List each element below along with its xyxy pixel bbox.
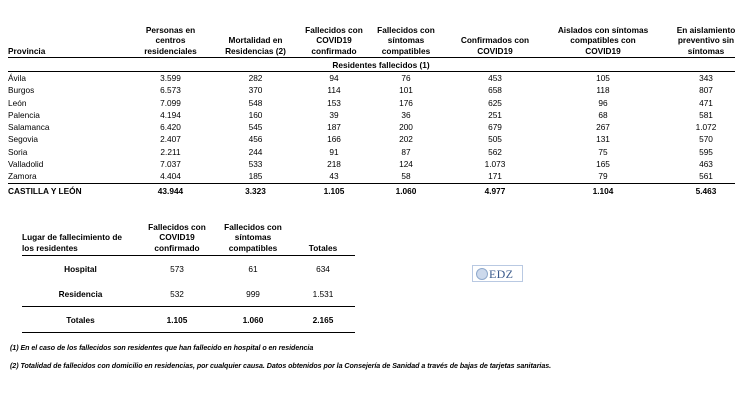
header-line: COVID19 — [477, 45, 513, 56]
cell-fallecidos-compatibles: 76 — [401, 73, 411, 83]
cell-total-preventivo: 5.463 — [658, 183, 735, 198]
cell-provincia: Ávila — [8, 73, 26, 83]
cell-total-confirmados: 4.977 — [442, 183, 548, 198]
place-of-death-header-row — [22, 213, 355, 256]
cell-aislados: 96 — [598, 97, 608, 108]
cell-mortalidad: 533 — [248, 159, 263, 170]
header-line: síntomas — [387, 35, 425, 45]
cell-mortalidad: 370 — [248, 85, 263, 96]
place-of-death-table — [22, 213, 355, 333]
provinces-table-head — [8, 10, 735, 72]
cell-preventivo: 581 — [699, 109, 713, 120]
header-line: Residencias (2) — [225, 45, 286, 56]
header-line: residenciales — [144, 45, 197, 56]
column-header-provincia — [8, 10, 128, 58]
cell-provincia: Soria — [8, 146, 28, 157]
circle-icon — [476, 268, 488, 280]
cell-totales: 1.531 — [312, 288, 334, 299]
cell-confirmados: 251 — [488, 109, 502, 120]
header-line: COVID19 — [159, 232, 195, 242]
header-line: Mortalidad en — [228, 35, 283, 45]
header-line: Totales — [308, 242, 338, 253]
cell-aislados: 131 — [596, 134, 610, 145]
cell-aislados: 105 — [596, 73, 610, 83]
cell-fallecidos-compatibles: 176 — [399, 97, 413, 108]
header-line: síntomas — [234, 232, 272, 242]
header-line: Confirmados con — [460, 35, 530, 45]
provinces-header-row — [8, 10, 735, 58]
header-line: confirmado — [311, 45, 357, 56]
table-row — [8, 121, 735, 133]
cell-aislados: 118 — [596, 85, 610, 96]
cell-fallecidos-compatibles: 200 — [399, 122, 413, 133]
header-line: síntomas — [687, 45, 725, 56]
cell-preventivo: 463 — [699, 159, 713, 170]
edz-logo-text: EDZ — [489, 266, 514, 281]
cell-preventivo: 343 — [699, 73, 713, 83]
cell-confirmados: 505 — [488, 134, 502, 145]
section-band-label: Residentes fallecidos (1) — [8, 58, 735, 72]
cell-provincia: Salamanca — [8, 122, 50, 133]
cell-personas: 6.573 — [160, 85, 181, 96]
cell-totales: 634 — [316, 263, 330, 274]
column-header-fallecidos-covid-confirmado — [139, 213, 215, 256]
cell-aislados: 267 — [596, 122, 610, 133]
header-line: Personas en — [145, 24, 196, 35]
cell-total-fallecidos-compatibles: 1.060 — [370, 183, 442, 198]
cell-confirmados: 679 — [488, 122, 502, 133]
cell-mortalidad: 545 — [248, 122, 263, 133]
table-row — [8, 72, 735, 85]
cell-mortalidad: 185 — [248, 171, 263, 182]
cell-personas: 4.194 — [160, 109, 181, 120]
column-header-fallecidos-sintomas-compatibles — [370, 10, 442, 58]
section-band-residentes-fallecidos — [8, 58, 735, 72]
cell-mortalidad: 160 — [248, 109, 263, 120]
header-line: Fallecidos con — [148, 221, 206, 232]
cell-provincia: Segovia — [8, 134, 38, 145]
edz-logo — [472, 265, 523, 282]
cell-fallecidos-compatibles: 36 — [401, 109, 411, 120]
cell-aislados: 68 — [598, 109, 608, 120]
place-of-death-table-head — [22, 213, 355, 256]
cell-provincia: Zamora — [8, 171, 37, 182]
column-header-mortalidad-residencias — [213, 10, 298, 58]
cell-total-totales: 2.165 — [291, 307, 355, 333]
table-row — [22, 256, 355, 282]
cell-personas: 6.420 — [160, 122, 181, 133]
table-total-row — [8, 183, 735, 198]
cell-fallecidos-confirmado: 114 — [327, 85, 341, 96]
cell-preventivo: 807 — [699, 85, 713, 96]
cell-compatibles: 999 — [246, 288, 260, 299]
cell-fallecidos-confirmado: 39 — [329, 109, 339, 120]
cell-provincia: León — [8, 97, 27, 108]
cell-mortalidad: 244 — [248, 146, 263, 157]
provinces-table — [8, 10, 735, 198]
provinces-table-container — [8, 10, 735, 198]
header-line: los residentes — [22, 242, 78, 253]
cell-provincia: Burgos — [8, 85, 35, 96]
provinces-table-body — [8, 72, 735, 198]
cell-fallecidos-compatibles: 87 — [401, 146, 411, 157]
header-line: compatibles con — [570, 35, 636, 45]
cell-compatibles: 61 — [248, 263, 258, 274]
header-line: confirmado — [154, 242, 200, 253]
cell-fallecidos-confirmado: 153 — [327, 97, 341, 108]
column-header-confirmados-covid — [442, 10, 548, 58]
cell-fallecidos-confirmado: 166 — [327, 134, 341, 145]
footnote-2: (2) Totalidad de fallecidos con domicilio en residencias, por cualquier causa. Datos obtenidos por la Consejería de Sanidad a través de bajas de tarjetas sanitarias. — [10, 362, 552, 370]
footnote-1: (1) En el caso de los fallecidos son residentes que han fallecido en hospital o en residencia — [10, 344, 314, 352]
place-of-death-table-container — [22, 213, 355, 333]
cell-fallecidos-confirmado: 94 — [329, 73, 339, 83]
cell-lugar: Residencia — [58, 288, 103, 299]
table-total-row — [22, 307, 355, 333]
cell-personas: 7.099 — [160, 97, 181, 108]
header-line: COVID19 — [585, 45, 621, 56]
cell-mortalidad: 548 — [248, 97, 263, 108]
cell-preventivo: 471 — [699, 97, 713, 108]
cell-confirmado: 532 — [170, 288, 184, 299]
header-line: Aislados con síntomas — [557, 24, 649, 35]
cell-total-label: CASTILLA Y LEÓN — [8, 183, 128, 198]
cell-personas: 3.599 — [160, 73, 181, 83]
cell-fallecidos-compatibles: 58 — [401, 171, 411, 182]
table-row — [8, 170, 735, 183]
cell-confirmados: 625 — [488, 97, 502, 108]
cell-preventivo: 561 — [699, 171, 713, 182]
header-line: preventivo sin — [677, 35, 735, 45]
cell-fallecidos-confirmado: 187 — [327, 122, 341, 133]
cell-mortalidad: 282 — [248, 73, 263, 83]
cell-fallecidos-compatibles: 202 — [399, 134, 413, 145]
cell-fallecidos-compatibles: 101 — [399, 85, 413, 96]
table-row — [8, 97, 735, 109]
table-row — [8, 84, 735, 96]
cell-lugar: Hospital — [64, 263, 97, 274]
header-line: COVID19 — [316, 35, 352, 45]
header-line: centros — [155, 35, 186, 45]
cell-total-aislados: 1.104 — [548, 183, 658, 198]
column-header-personas-centros-residenciales — [128, 10, 213, 58]
cell-aislados: 75 — [598, 146, 608, 157]
cell-total-personas: 43.944 — [128, 183, 213, 198]
column-header-aislados-sintomas-compatibles — [548, 10, 658, 58]
place-of-death-table-body — [22, 256, 355, 333]
table-row — [8, 146, 735, 158]
cell-total-mortalidad: 3.323 — [213, 183, 298, 198]
cell-confirmados: 171 — [488, 171, 502, 182]
cell-confirmados: 658 — [488, 85, 502, 96]
header-line: Provincia — [8, 45, 46, 56]
cell-personas: 2.211 — [160, 146, 181, 157]
table-row — [22, 281, 355, 307]
column-header-aislamiento-preventivo — [658, 10, 735, 58]
cell-total-fallecidos-confirmado: 1.105 — [298, 183, 370, 198]
column-header-lugar-fallecimiento — [22, 213, 139, 256]
cell-confirmados: 562 — [488, 146, 502, 157]
cell-fallecidos-confirmado: 43 — [329, 171, 339, 182]
header-line: En aislamiento — [676, 24, 735, 35]
table-row — [8, 158, 735, 170]
cell-mortalidad: 456 — [248, 134, 263, 145]
cell-preventivo: 595 — [699, 146, 713, 157]
cell-provincia: Valladolid — [8, 159, 44, 170]
cell-preventivo: 1.072 — [695, 122, 717, 133]
cell-total-compatibles: 1.060 — [215, 307, 291, 333]
cell-confirmado: 573 — [170, 263, 184, 274]
column-header-fallecidos-sintomas-compatibles — [215, 213, 291, 256]
cell-confirmados: 1.073 — [484, 159, 506, 170]
cell-provincia: Palencia — [8, 109, 40, 120]
column-header-fallecidos-covid-confirmado — [298, 10, 370, 58]
cell-fallecidos-confirmado: 218 — [327, 159, 341, 170]
column-header-totales — [291, 213, 355, 256]
header-line: Fallecidos con — [377, 24, 435, 35]
cell-personas: 4.404 — [160, 171, 181, 182]
table-row — [8, 133, 735, 145]
header-line: compatibles — [228, 242, 278, 253]
cell-fallecidos-compatibles: 124 — [399, 159, 413, 170]
cell-preventivo: 570 — [699, 134, 713, 145]
cell-confirmados: 453 — [488, 73, 502, 83]
header-line: Fallecidos con — [224, 221, 282, 232]
cell-fallecidos-confirmado: 91 — [329, 146, 339, 157]
header-line: Lugar de fallecimiento de — [22, 232, 123, 242]
cell-personas: 7.037 — [160, 159, 181, 170]
cell-total-confirmado: 1.105 — [139, 307, 215, 333]
header-line: Fallecidos con — [305, 24, 363, 35]
cell-total-label: Totales — [22, 307, 139, 333]
footnotes — [10, 344, 720, 380]
cell-aislados: 165 — [596, 159, 610, 170]
header-line: compatibles — [381, 45, 431, 56]
cell-personas: 2.407 — [160, 134, 181, 145]
cell-aislados: 79 — [598, 171, 608, 182]
table-row — [8, 109, 735, 121]
